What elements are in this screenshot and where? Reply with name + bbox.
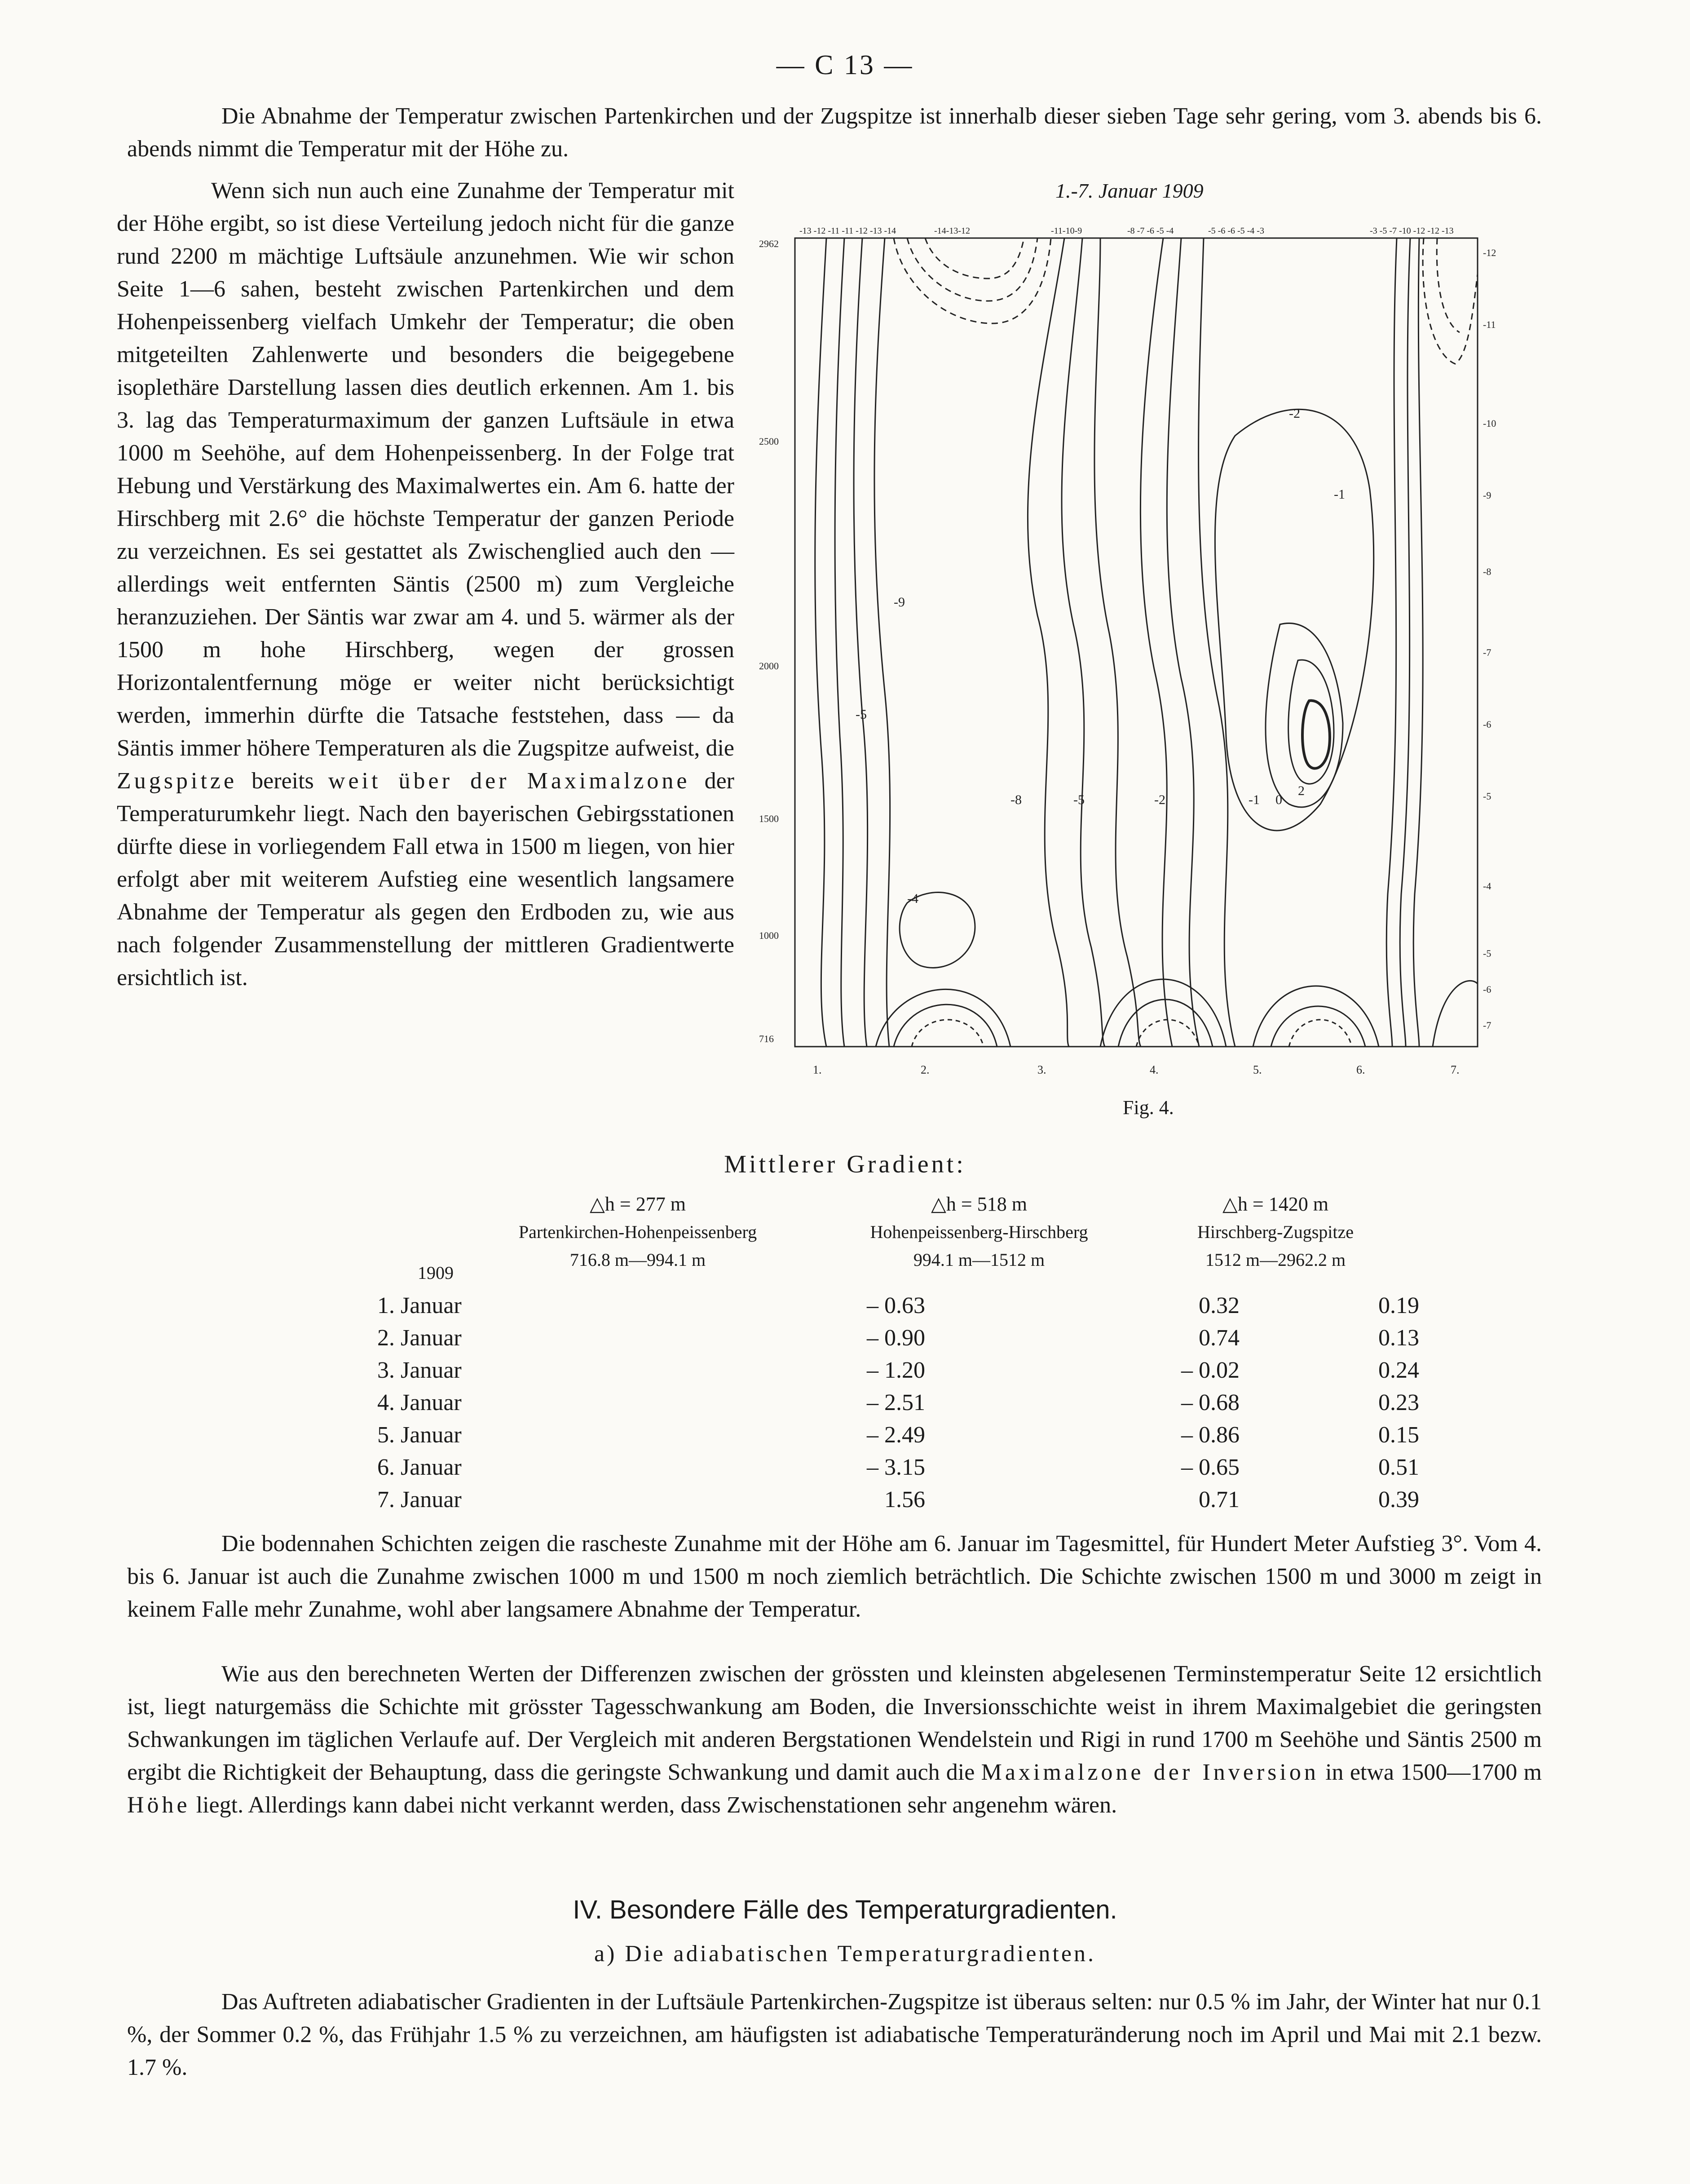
isotherm-line — [835, 238, 844, 1047]
after-table-paragraph-2 — [127, 1658, 1542, 1821]
contour-label: -8 — [1010, 792, 1022, 807]
right-axis-label: -6 — [1483, 984, 1491, 995]
after-table-paragraph-1: Die bodennahen Schichten zeigen die rascheste Zunahme mit der Höhe am 6. Januar im Tagesmittel, für Hundert Meter Aufstieg 3°. Vom 4. bis 6. Januar ist auch die Zunahme zwischen 1000 m und 1500 m noch ziemlich beträchtlich. Die Schichte zwischen 1500 m und 3000 m zeigt in keinem Falle mehr Zunahme, wohl aber langsamere Abnahme der Temperatur. — [127, 1531, 1542, 1622]
page-header: — C 13 — — [776, 50, 914, 80]
section-heading: IV. Besondere Fälle des Temperaturgradienten. — [573, 1895, 1117, 1924]
left-axis-label: 1500 — [759, 813, 779, 824]
day-label: 1. — [813, 1063, 822, 1076]
isotherm-dashed — [894, 238, 1051, 323]
table-cell-v2: 0.74 — [1199, 1325, 1240, 1351]
table-cell-date: 4. Januar — [377, 1389, 462, 1415]
left-text-3: der Temperaturumkehr liegt. Nach den bayerischen Gebirgsstationen dürfte diese in vorliegendem Fall etwa in 1500 m liegen, von hier erfolgt aber mit weiterem Aufstieg eine wesentlich langsamere Abnahme der Temperatur als gegen den Erdboden zu, wie aus nach folgender Zusammenstellung der mittleren Gradientwerte ersichtlich ist. — [117, 768, 734, 990]
table-cell-v1: 1.56 — [884, 1486, 925, 1512]
top-axis-label: -11-10-9 — [1051, 226, 1082, 236]
isotherm-dashed — [912, 1020, 984, 1047]
isotherm-arch — [1100, 979, 1226, 1047]
isotherm-line — [1199, 238, 1235, 1047]
intro-paragraph: Die Abnahme der Temperatur zwischen Partenkirchen und der Zugspitze ist innerhalb dieser sieben Tage sehr gering, vom 3. abends bis 6. abends nimmt die Temperatur mit der Höhe zu. — [127, 103, 1542, 162]
table-cell-v3: 0.39 — [1378, 1486, 1419, 1512]
table-cell-v2: – 0.86 — [1181, 1422, 1240, 1448]
table-cell-date: 6. Januar — [377, 1454, 462, 1480]
table-row — [377, 1289, 1419, 1322]
top-axis-label: -3 -5 -7 -10 -12 -12 -13 — [1370, 226, 1454, 236]
table-row — [377, 1386, 1419, 1419]
col-head-2-name: Hohenpeissenberg-Hirschberg — [870, 1222, 1088, 1242]
right-axis-label: -7 — [1483, 1020, 1491, 1031]
table-row — [377, 1483, 1419, 1516]
table-cell-v3: 0.51 — [1378, 1454, 1419, 1480]
isotherm-dashed — [1437, 238, 1460, 332]
left-text-1: Wenn sich nun auch eine Zunahme der Temperatur mit der Höhe ergibt, so ist diese Verteilung jedoch nicht für die ganze rund 2200 m mächtige Luftsäule anzunehmen. Wie wir schon Seite 1—6 sahen, besteht zwischen Partenkirchen und dem Hohenpeissenberg vielfach Umkehr der Temperatur; die oben mitgeteilten Zahlenwerte und besonders die beigegebene isoplethäre Darstellung lassen dies deutlich erkennen. Am 1. bis 3. lag das Temperaturmaximum der ganzen Luftsäule in etwa 1000 m Seehöhe, auf dem Hohenpeissenberg. In der Folge trat Hebung und Verstärkung des Maximalwertes ein. Am 6. hatte der Hirschberg mit 2.6° die höchste Temperatur der ganzen Periode zu verzeichnen. Es sei gestattet als Zwischenglied auch den — allerdings weit entfernten Säntis (2500 m) zum Vergleiche heranzuziehen. Der Säntis war zwar am 4. und 5. wärmer als der 1500 m hohe Hirschberg, wegen der grossen Horizontalentfernung möge er weiter nicht berücksichtigt werden, immerhin dürfte die Tatsache feststehen, dass — da Säntis immer höhere Temperaturen als die Zugspitze aufweist, die — [117, 178, 734, 761]
isotherm-line — [1400, 238, 1410, 1047]
right-axis-label: -4 — [1483, 880, 1491, 892]
table-cell-v3: 0.19 — [1378, 1292, 1419, 1318]
left-text-2: bereits — [237, 768, 328, 794]
isotherm-closed — [1215, 409, 1373, 831]
contour-label: -5 — [1073, 792, 1085, 807]
gradient-table — [377, 1289, 1419, 1516]
p2-spaced-2: Höhe — [127, 1792, 190, 1818]
isotherm-line — [854, 238, 868, 1047]
col-head-2-range: 994.1 m—1512 m — [913, 1250, 1045, 1270]
contour-label: -2 — [1154, 792, 1165, 807]
table-cell-v2: 0.32 — [1199, 1292, 1240, 1318]
table-cell-v1: – 1.20 — [867, 1357, 925, 1383]
subsection-heading: a) Die adiabatischen Temperaturgradienten. — [594, 1941, 1096, 1967]
table-cell-v2: – 0.02 — [1181, 1357, 1240, 1383]
isotherm-arch — [1253, 986, 1379, 1047]
day-label: 6. — [1356, 1063, 1365, 1076]
isotherm-line — [874, 238, 890, 1047]
isopleth-figure — [759, 220, 1522, 1083]
col-head-3 — [1114, 1190, 1437, 1274]
left-spaced-2: weit über der Maximalzone — [328, 768, 690, 794]
isotherm-line — [1094, 238, 1141, 1047]
table-cell-v3: 0.23 — [1378, 1389, 1419, 1415]
left-axis-label: 716 — [759, 1033, 774, 1044]
col-head-3-name: Hirschberg-Zugspitze — [1197, 1222, 1354, 1242]
left-axis-label: 1000 — [759, 930, 779, 941]
right-axis-label: -5 — [1483, 948, 1491, 959]
left-axis-label: 2962 — [759, 238, 779, 249]
table-cell-v3: 0.15 — [1378, 1422, 1419, 1448]
table-cell-v1: – 0.90 — [867, 1325, 925, 1351]
p2-text-1: Wie aus den berechneten Werten der Differenzen zwischen der grössten und kleinsten abgelesenen Terminstemperatur Seite 12 ersichtlich ist, liegt naturgemäss die Schichte mit grösster Tagesschwankung am Boden, die Inversionsschichte weist in ihrem Maximalgebiet die geringsten Schwankungen im täglichen Verlaufe auf. Der Vergleich mit anderen Bergstationen Wendelstein und Rigi in rund 1700 m Seehöhe und Säntis 2500 m ergibt die Richtigkeit der Behauptung, dass die geringste Schwankung und damit auch die — [127, 1661, 1542, 1785]
isotherm-dashed — [1289, 1020, 1352, 1047]
col-head-3-dh: △h = 1420 m — [1222, 1193, 1328, 1215]
contour-label: -1 — [1334, 487, 1345, 502]
table-cell-v1: – 2.49 — [867, 1422, 925, 1448]
table-cell-v2: 0.71 — [1199, 1486, 1240, 1512]
right-axis-label: -9 — [1483, 490, 1491, 501]
left-spaced-1: Zugspitze — [117, 768, 238, 794]
p2-text-2: in etwa 1500—1700 m — [1319, 1760, 1542, 1785]
isotherm-line — [1062, 238, 1105, 1047]
contour-label: -2 — [1289, 406, 1300, 421]
table-cell-v1: – 3.15 — [867, 1454, 925, 1480]
table-cell-date: 7. Januar — [377, 1486, 462, 1512]
table-cell-date: 3. Januar — [377, 1357, 462, 1383]
isotherm-arch — [1271, 1006, 1365, 1047]
isotherm-arch — [1433, 981, 1478, 1047]
contour-label: -9 — [894, 595, 905, 610]
table-cell-date: 1. Januar — [377, 1292, 462, 1318]
col-head-1-range: 716.8 m—994.1 m — [569, 1250, 706, 1270]
table-cell-v1: – 0.63 — [867, 1292, 925, 1318]
right-axis-label: -8 — [1483, 566, 1491, 577]
table-row — [377, 1419, 1419, 1451]
table-cell-date: 2. Januar — [377, 1325, 462, 1351]
col-head-2 — [817, 1190, 1141, 1274]
isotherm-line — [1413, 238, 1423, 1047]
right-axis-label: -6 — [1483, 719, 1491, 730]
left-column-paragraph — [117, 174, 734, 994]
right-axis-label: -5 — [1483, 791, 1491, 802]
contour-label: 0 — [1275, 792, 1282, 807]
left-axis-label: 2000 — [759, 660, 779, 672]
isotherm-line — [1028, 238, 1069, 1047]
contour-label: -4 — [907, 891, 918, 906]
table-row — [377, 1322, 1419, 1354]
table-cell-v3: 0.24 — [1378, 1357, 1419, 1383]
right-axis-label: -11 — [1483, 319, 1496, 330]
table-cell-v2: – 0.68 — [1181, 1389, 1240, 1415]
isotherm-line — [1140, 238, 1172, 1047]
top-axis-label: -13 -12 -11 -11 -12 -13 -14 — [799, 226, 896, 236]
isotherm-line — [815, 238, 826, 1047]
isotherm-dashed — [925, 238, 1024, 279]
figure-caption: Fig. 4. — [1123, 1096, 1174, 1119]
right-axis-label: -12 — [1483, 247, 1496, 258]
table-year: 1909 — [418, 1263, 454, 1283]
left-axis-label: 2500 — [759, 436, 779, 447]
day-label: 3. — [1037, 1063, 1046, 1076]
col-head-3-range: 1512 m—2962.2 m — [1205, 1250, 1346, 1270]
col-head-1-dh: △h = 277 m — [590, 1193, 686, 1215]
table-cell-date: 5. Januar — [377, 1422, 462, 1448]
table-cell-v3: 0.13 — [1378, 1325, 1419, 1351]
contour-label: -1 — [1249, 792, 1260, 807]
day-label: 4. — [1150, 1063, 1159, 1076]
top-axis-label: -8 -7 -6 -5 -4 — [1127, 226, 1174, 236]
col-head-1 — [476, 1190, 799, 1274]
figure-frame — [795, 238, 1478, 1047]
p2-spaced-1: Maximalzone der Inversion — [981, 1760, 1319, 1785]
isotherm-dashed — [907, 238, 1037, 301]
right-axis-label: -7 — [1483, 647, 1491, 658]
figure-title: 1.-7. Januar 1909 — [1055, 179, 1204, 202]
p2-text-3: liegt. Allerdings kann dabei nicht verkannt werden, dass Zwischenstationen sehr angenehm wären. — [190, 1792, 1117, 1818]
gradient-table-title: Mittlerer Gradient: — [724, 1150, 966, 1178]
col-head-1-name: Partenkirchen-Hohenpeissenberg — [518, 1222, 757, 1242]
table-cell-v1: – 2.51 — [867, 1389, 925, 1415]
table-row — [377, 1451, 1419, 1483]
table-cell-v2: – 0.65 — [1181, 1454, 1240, 1480]
top-axis-label: -5 -6 -6 -5 -4 -3 — [1208, 226, 1264, 236]
table-row — [377, 1354, 1419, 1386]
isotherm-line — [1386, 238, 1397, 1047]
day-label: 7. — [1451, 1063, 1460, 1076]
right-axis-label: -10 — [1483, 418, 1496, 429]
isotherm-line — [1167, 238, 1199, 1047]
day-label: 5. — [1253, 1063, 1262, 1076]
final-paragraph: Das Auftreten adiabatischer Gradienten in der Luftsäule Partenkirchen-Zugspitze ist überaus selten: nur 0.5 % im Jahr, der Winter hat nur 0.1 %, der Sommer 0.2 %, das Frühjahr 1.5 % zu verzeichnen, am häufigsten ist adiabatische Temperaturänderung noch im April und Mai mit 2.1 bezw. 1.7 %. — [127, 1989, 1542, 2080]
top-axis-label: -14-13-12 — [934, 226, 970, 236]
day-label: 2. — [921, 1063, 930, 1076]
isotherm-closed-bold — [1302, 701, 1330, 769]
isotherm-dashed — [1423, 238, 1478, 364]
col-head-2-dh: △h = 518 m — [931, 1193, 1027, 1215]
contour-label: 2 — [1298, 783, 1305, 798]
contour-label: -5 — [856, 707, 867, 722]
